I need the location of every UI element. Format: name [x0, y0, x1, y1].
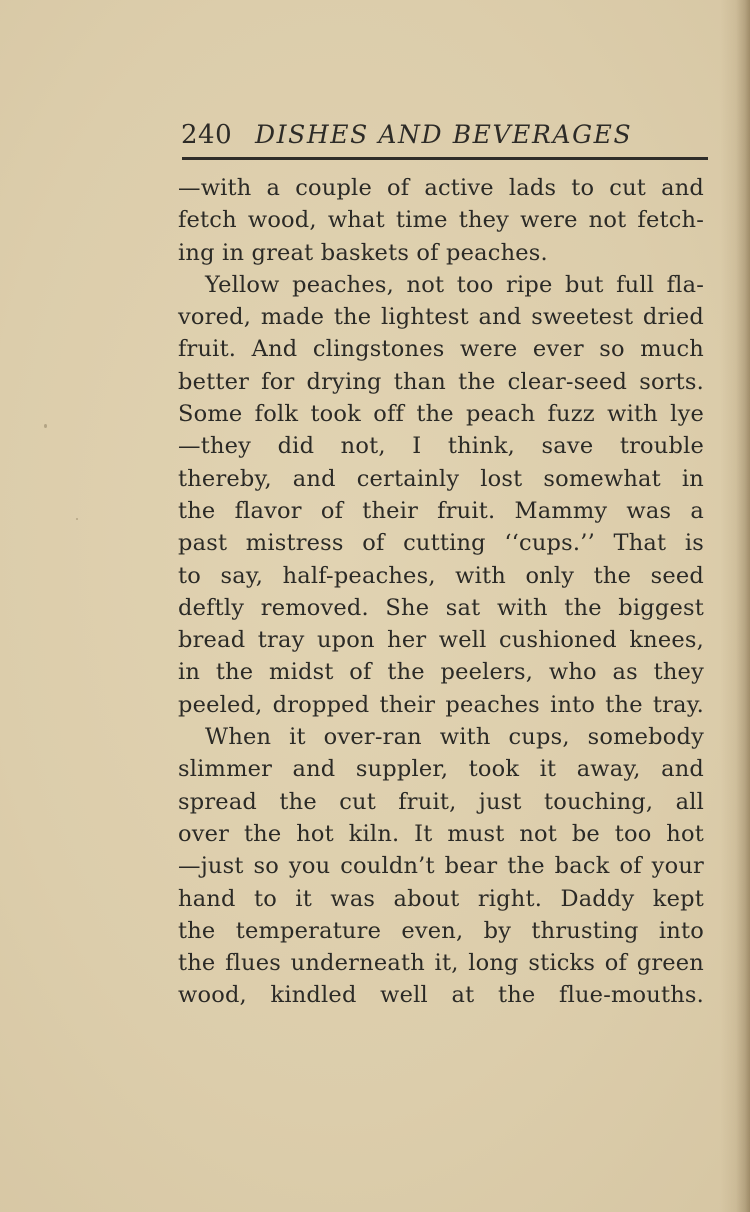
- running-title: DISHES AND BEVERAGES: [255, 120, 633, 149]
- text-line: fruit. And clingstones were ever so much: [178, 336, 704, 363]
- text-line: peeled, dropped their peaches into the tray.: [178, 691, 704, 718]
- text-line: When it over-ran with cups, somebody: [205, 724, 704, 751]
- text-line: deftly removed. She sat with the biggest: [178, 594, 704, 621]
- text-line: Yellow peaches, not too ripe but full fla-: [205, 271, 704, 298]
- header-rule: [182, 157, 708, 160]
- text-line: —they did not, I think, save trouble: [178, 433, 704, 460]
- text-line: in the midst of the peelers, who as they: [178, 659, 704, 686]
- text-line: ing in great baskets of peaches.: [178, 239, 548, 266]
- text-line: over the hot kiln. It must not be too hot: [178, 820, 704, 847]
- text-line: fetch wood, what time they were not fetch-: [178, 207, 704, 234]
- text-line: —with a couple of active lads to cut and: [178, 175, 704, 201]
- page-header: [181, 118, 706, 158]
- page-edge-shadow: [736, 0, 750, 1212]
- text-line: wood, kindled well at the flue-mouths.: [178, 982, 704, 1009]
- text-line: vored, made the lightest and sweetest dried: [178, 304, 704, 331]
- text-line: spread the cut fruit, just touching, all: [178, 788, 704, 815]
- text-line: the temperature even, by thrusting into: [178, 917, 704, 944]
- paper-speck: [76, 518, 78, 520]
- text-line: the flues underneath it, long sticks of green: [178, 950, 704, 977]
- text-line: bread tray upon her well cushioned knees,: [178, 627, 704, 654]
- text-line: —just so you couldn’t bear the back of your: [178, 853, 704, 880]
- text-line: to say, half-peaches, with only the seed: [178, 562, 704, 589]
- text-line: thereby, and certainly lost somewhat in: [178, 465, 704, 492]
- text-line: slimmer and suppler, took it away, and: [178, 756, 704, 783]
- text-line: better for drying than the clear-seed sorts.: [178, 368, 704, 395]
- body-text: [178, 172, 704, 1012]
- text-line: past mistress of cutting ‘‘cups.’’ That is: [178, 530, 704, 557]
- text-line: the flavor of their fruit. Mammy was a: [178, 497, 704, 524]
- text-line: Some folk took off the peach fuzz with lye: [178, 401, 704, 428]
- text-line: hand to it was about right. Daddy kept: [178, 885, 704, 912]
- paper-speck: [44, 424, 47, 428]
- page-number: 240: [181, 120, 233, 150]
